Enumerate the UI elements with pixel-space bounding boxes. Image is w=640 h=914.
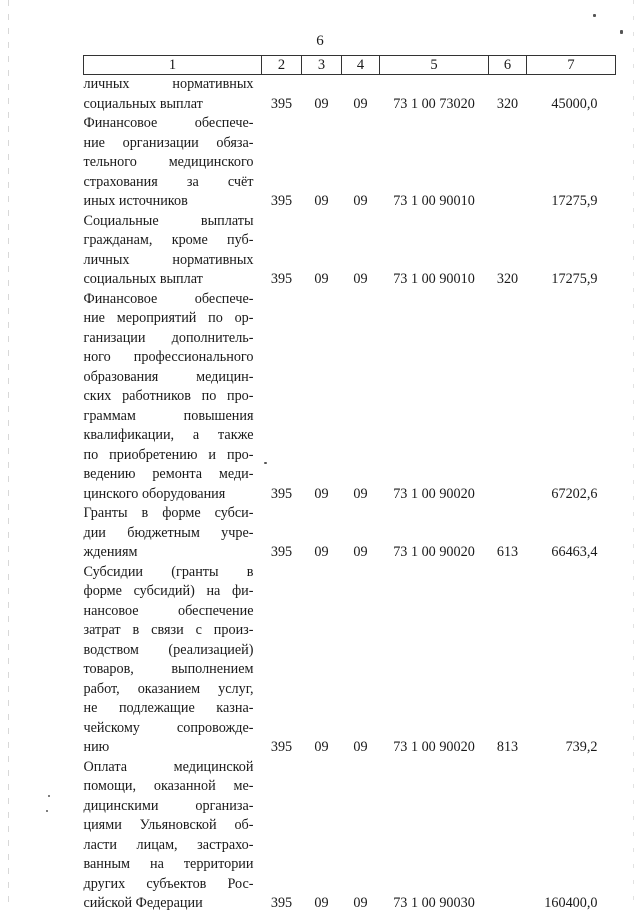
row-name-line: дии бюджетным учре-: [83, 524, 254, 541]
scan-margin-artifact-left: [8, 0, 9, 905]
table-row: [84, 758, 616, 914]
row-name-line: Оплата медицинской: [83, 758, 254, 775]
expense-type-cell: 320: [496, 95, 519, 112]
expense-type-cell: 813: [496, 739, 519, 755]
row-name-line: ганизации дополнитель-: [83, 329, 254, 346]
amount-cell: 739,2: [565, 739, 598, 755]
row-name-line: ждениям: [83, 544, 138, 560]
subsection-code-cell: 09: [353, 739, 368, 755]
budget-table: [83, 55, 616, 914]
amount-cell: 160400,0: [544, 895, 598, 911]
row-name-line: ванным на территории: [83, 856, 254, 872]
scan-margin-artifact-right: [633, 0, 634, 905]
amount-cell: 67202,6: [551, 485, 598, 502]
row-name-line: квалификации, а также: [83, 427, 254, 443]
subsection-code-cell: 09: [353, 895, 368, 911]
subsection-code-cell: 09: [353, 485, 368, 502]
subsection-code-cell: 09: [353, 95, 368, 112]
row-name-line: форме субсидий) на фи-: [83, 583, 254, 599]
amount-cell: 45000,0: [551, 95, 598, 112]
row-name-line: ние организации обяза-: [83, 134, 254, 151]
section-code-cell: 09: [314, 544, 329, 560]
row-name-line: ласти лицам, застрахо-: [83, 836, 254, 853]
amount-cell: 17275,9: [551, 271, 598, 287]
subsection-code-cell: 09: [353, 193, 368, 209]
target-article-cell: 73 1 00 90030: [393, 895, 475, 911]
subsection-code-cell: 09: [353, 271, 368, 287]
row-name-line: нансовое обеспечение: [83, 602, 254, 619]
row-name-line: ских работников по про-: [83, 388, 254, 404]
expense-type-cell: [489, 758, 527, 914]
row-name-line: страхования за счёт: [83, 173, 254, 190]
row-name-cell: [84, 290, 262, 505]
table-header-row: [84, 56, 616, 75]
row-name-line: товаров, выполнением: [83, 661, 254, 677]
table-row: [84, 504, 616, 563]
row-name-line: нию: [83, 739, 110, 755]
section-code-cell: 09: [314, 271, 329, 287]
scan-speck: [593, 14, 596, 17]
row-name-cell: [84, 75, 262, 115]
chapter-code-cell: 395: [270, 739, 293, 755]
row-name-line: помощи, оказанной ме-: [83, 778, 254, 794]
table-row: [84, 212, 616, 290]
table-body: [84, 75, 616, 914]
row-name-line: не подлежащие казна-: [83, 700, 254, 716]
column-header: 7: [527, 56, 616, 75]
row-name-line: Социальные выплаты: [83, 212, 254, 229]
row-name-line: Финансовое обеспече-: [83, 115, 254, 131]
target-article-cell: 73 1 00 90020: [393, 544, 475, 560]
row-name-cell: [84, 504, 262, 563]
row-name-cell: [84, 758, 262, 914]
row-name-line: чейскому сопровожде-: [83, 719, 254, 736]
row-name-line: иных источников: [83, 193, 188, 209]
row-name-line: личных нормативных: [83, 251, 254, 268]
column-header: 3: [302, 56, 342, 75]
row-name-line: гражданам, кроме пуб-: [83, 232, 254, 248]
row-name-line: циями Ульяновской об-: [83, 817, 254, 833]
expense-type-cell: [489, 290, 527, 505]
column-header: 2: [262, 56, 302, 75]
table-row: [84, 114, 616, 212]
chapter-code-cell: 395: [270, 544, 293, 560]
scan-speck: [48, 795, 50, 797]
target-article-cell: 73 1 00 90010: [393, 271, 475, 287]
column-header: 1: [84, 56, 262, 75]
section-code-cell: 09: [314, 95, 329, 112]
section-code-cell: 09: [314, 739, 329, 755]
chapter-code-cell: 395: [270, 485, 293, 502]
expense-type-cell: [489, 114, 527, 212]
row-name-line: граммам повышения: [83, 407, 254, 424]
row-name-cell: [84, 114, 262, 212]
row-name-line: ного профессионального: [83, 349, 254, 365]
row-name-line: сийской Федерации: [83, 895, 203, 911]
column-header: 6: [489, 56, 527, 75]
expense-type-cell: 320: [496, 271, 519, 287]
row-name-line: других субъектов Рос-: [83, 875, 254, 892]
section-code-cell: 09: [314, 895, 329, 911]
scan-speck: [46, 810, 48, 812]
target-article-cell: 73 1 00 90010: [393, 193, 475, 209]
row-name-line: тельного медицинского: [83, 154, 254, 170]
expense-type-cell: 613: [496, 544, 519, 560]
target-article-cell: 73 1 00 90020: [393, 739, 475, 755]
row-name-line: ведению ремонта меди-: [83, 466, 254, 482]
row-name-line: Субсидии (гранты в: [83, 563, 254, 580]
amount-cell: 66463,4: [551, 544, 598, 560]
row-name-line: образования медицин-: [83, 368, 254, 385]
table-row: [84, 563, 616, 758]
target-article-cell: 73 1 00 90020: [393, 485, 475, 502]
chapter-code-cell: 395: [270, 271, 293, 287]
table-row: [84, 290, 616, 505]
row-name-line: социальных выплат: [83, 95, 203, 112]
page-number: 6: [316, 33, 324, 49]
table-row: [84, 75, 616, 115]
target-article-cell: 73 1 00 73020: [393, 95, 475, 112]
chapter-code-cell: 395: [270, 193, 293, 209]
row-name-line: цинского оборудования: [83, 485, 226, 502]
column-header: 4: [342, 56, 380, 75]
row-name-line: водством (реализацией): [83, 641, 254, 658]
row-name-line: Гранты в форме субси-: [83, 505, 254, 521]
row-name-line: ние мероприятий по ор-: [83, 310, 254, 326]
row-name-line: личных нормативных: [83, 76, 254, 92]
row-name-line: дицинскими организа-: [83, 797, 254, 814]
subsection-code-cell: 09: [353, 544, 368, 560]
row-name-line: социальных выплат: [83, 271, 203, 287]
row-name-line: Финансовое обеспече-: [83, 290, 254, 307]
chapter-code-cell: 395: [270, 895, 293, 911]
section-code-cell: 09: [314, 193, 329, 209]
row-name-line: затрат в связи с произ-: [83, 622, 254, 638]
row-name-line: работ, оказанием услуг,: [83, 680, 254, 697]
chapter-code-cell: 395: [270, 95, 293, 112]
amount-cell: 17275,9: [551, 193, 598, 209]
row-name-cell: [84, 212, 262, 290]
section-code-cell: 09: [314, 485, 329, 502]
row-name-line: по приобретению и про-: [83, 446, 254, 463]
column-header: 5: [380, 56, 489, 75]
row-name-cell: [84, 563, 262, 758]
